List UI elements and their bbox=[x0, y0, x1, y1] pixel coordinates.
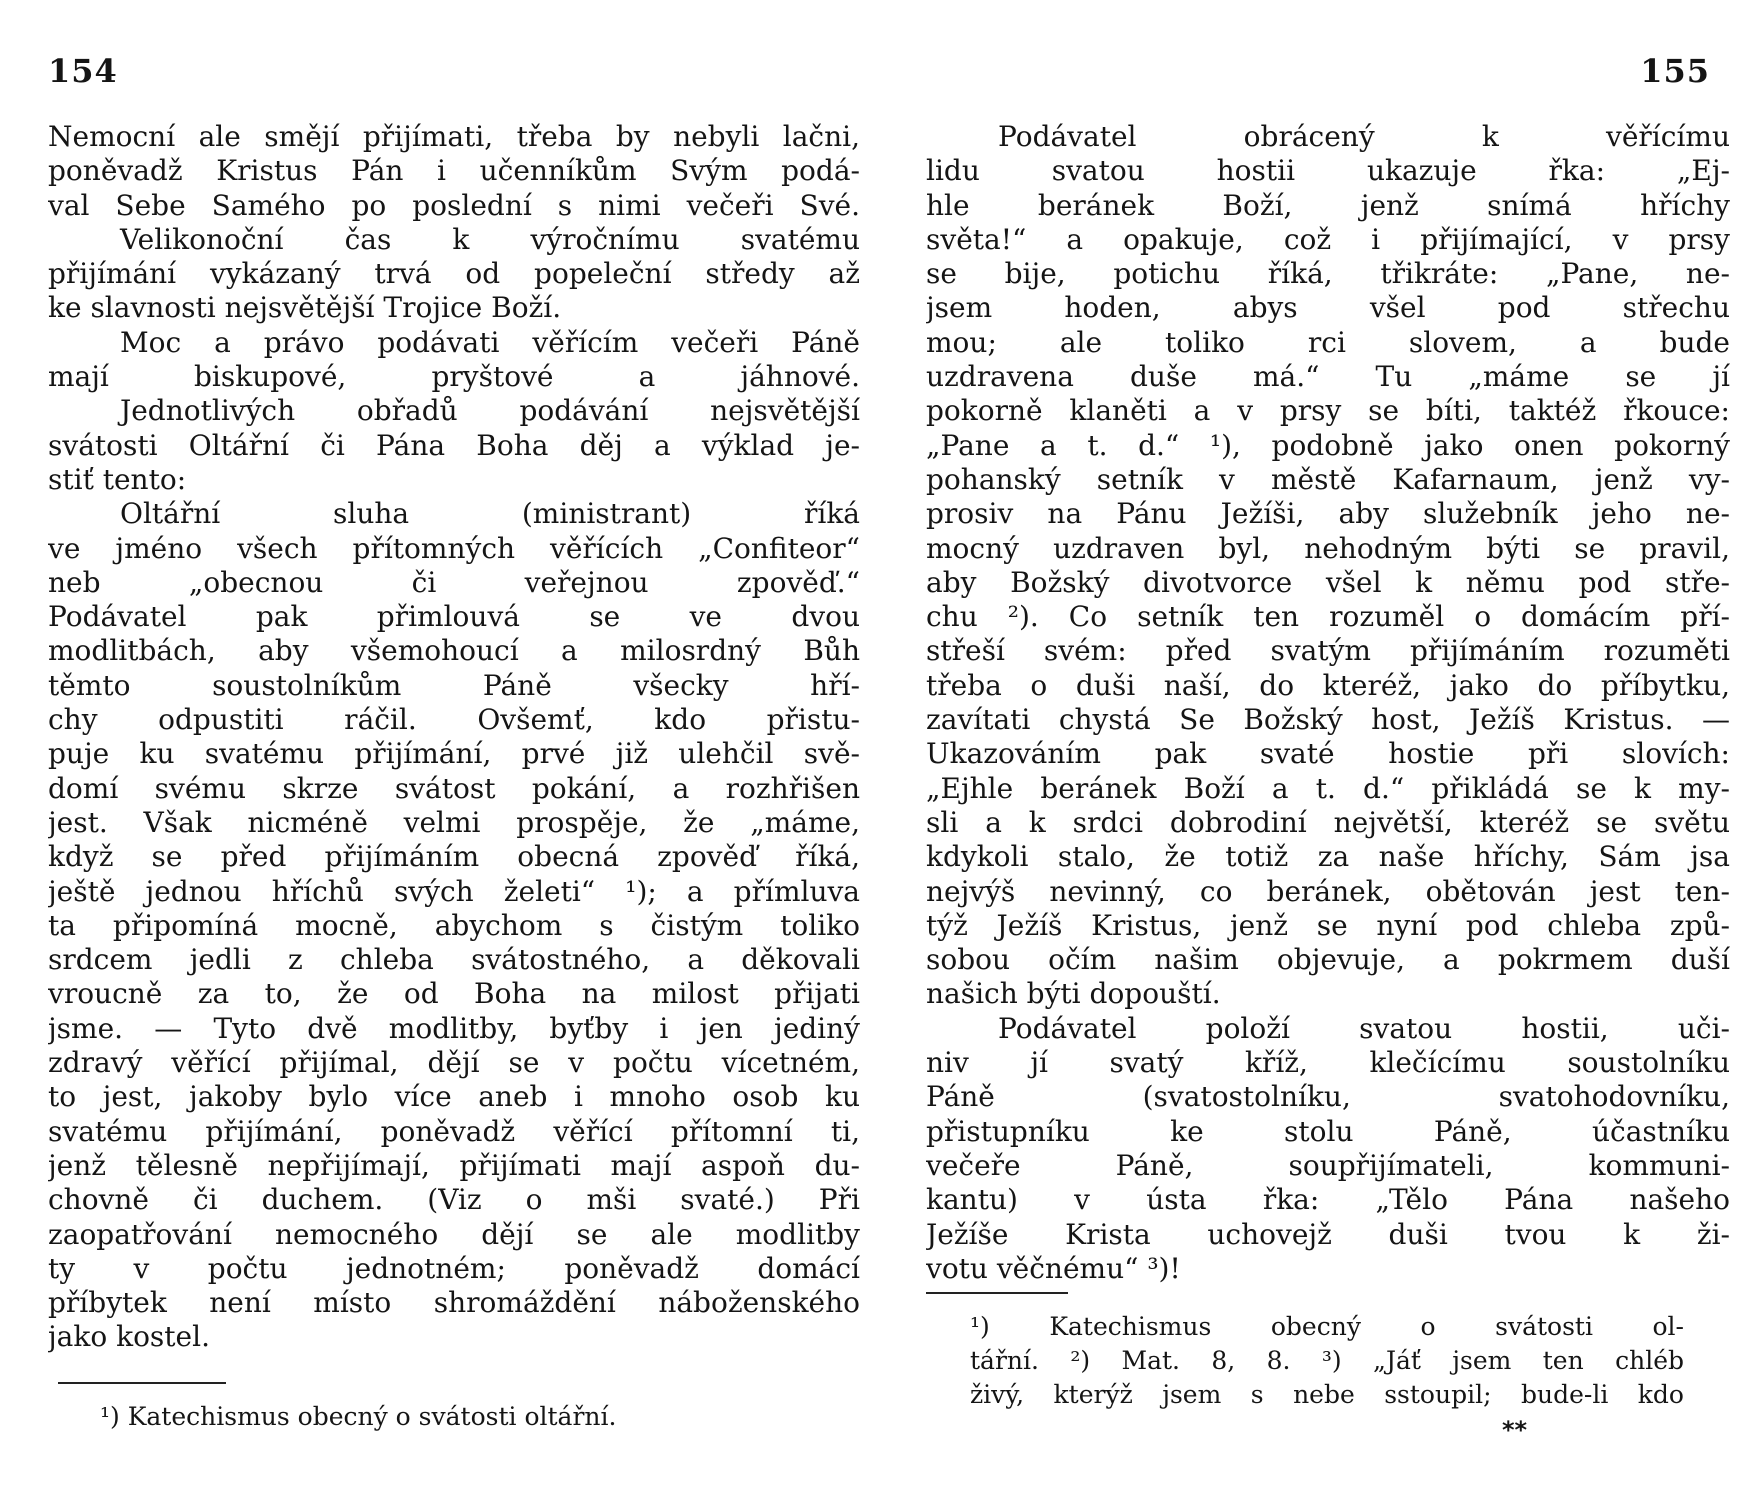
text-line: Nemocní ale smějí přijímati, třeba by nebyli lačni, bbox=[48, 120, 860, 153]
text-line: Páně (svatostolníku, svatohodovníku, bbox=[926, 1080, 1730, 1114]
text-line: kdykoli stalo, že totiž za naše hříchy, Sám jsa bbox=[926, 840, 1730, 874]
text-line: aby Božský divotvorce všel k němu pod stře- bbox=[926, 565, 1730, 599]
text-line: prosiv na Pánu Ježíši, aby služebník jeho ne- bbox=[926, 497, 1730, 531]
text-line: týž Ježíš Kristus, jenž se nyní pod chleba způ- bbox=[926, 908, 1730, 942]
text-line: „Pane a t. d.“ ¹), podobně jako onen pokorný bbox=[926, 428, 1730, 462]
footnotes bbox=[100, 1400, 840, 1434]
text-line: nejvýš nevinný, co beránek, obětován jest ten- bbox=[926, 874, 1730, 908]
text-line: Velikonoční čas k výročnímu svatému bbox=[120, 222, 860, 256]
text-line: pohanský setník v městě Kafarnaum, jenž vy- bbox=[926, 462, 1730, 496]
text-line: uzdravena duše má.“ Tu „máme se jí bbox=[926, 360, 1730, 394]
text-line: Ježíše Krista uchovejž duši tvou k ži- bbox=[926, 1217, 1730, 1251]
right-page bbox=[880, 0, 1750, 1500]
text-line: kantu) v ústa řka: „Tělo Pána našeho bbox=[926, 1183, 1730, 1217]
text-line: zdravý věřící přijímal, dějí se v počtu vícetném, bbox=[48, 1046, 860, 1080]
text-line: svátosti Oltářní či Pána Boha děj a výklad je- bbox=[48, 428, 860, 462]
text-line: lidu svatou hostii ukazuje řka: „Ej- bbox=[926, 154, 1730, 188]
text-line: val Sebe Samého po poslední s nimi večeři Své. bbox=[48, 188, 860, 222]
text-line: jako kostel. bbox=[48, 1320, 210, 1354]
text-line: mají biskupové, pryštové a jáhnové. bbox=[48, 360, 860, 394]
text-line: ta připomíná mocně, abychom s čistým toliko bbox=[48, 908, 860, 942]
text-line: ve jméno všech přítomných věřících „Confiteor“ bbox=[48, 531, 860, 565]
text-line: sobou očím našim objevuje, a pokrmem duší bbox=[926, 943, 1730, 977]
text-line: hle beránek Boží, jenž snímá hříchy bbox=[926, 188, 1730, 222]
text-line: třeba o duši naší, do kteréž, jako do příbytku, bbox=[926, 668, 1730, 702]
footnote-line: tářní. ²) Mat. 8, 8. ³) „Jáť jsem ten chléb bbox=[970, 1346, 1684, 1375]
footnote-line: živý, kterýž jsem s nebe sstoupil; bude-li kdo bbox=[970, 1380, 1684, 1409]
text-line: příbytek není místo shromáždění náboženského bbox=[48, 1286, 860, 1320]
page-number: 155 bbox=[1640, 52, 1710, 90]
body-text bbox=[48, 120, 860, 1355]
text-line: svatému přijímání, poněvadž věřící přítomní ti, bbox=[48, 1114, 860, 1148]
text-line: světa!“ a opakuje, což i přijímající, v prsy bbox=[926, 222, 1730, 256]
text-line: Oltářní sluha (ministrant) říká bbox=[120, 497, 860, 531]
text-line: jest. Však nicméně velmi prospěje, že „máme, bbox=[48, 805, 860, 839]
text-line: Podávatel pak přimlouvá se ve dvou bbox=[48, 600, 860, 634]
text-line: chovně či duchem. (Viz o mši svaté.) Při bbox=[48, 1183, 860, 1217]
text-line: ke slavnosti nejsvětější Trojice Boží. bbox=[48, 291, 562, 325]
text-line: domí svému skrze svátost pokání, a rozhřišen bbox=[48, 771, 860, 805]
text-line: přijímání vykázaný trvá od popeleční středy až bbox=[48, 257, 860, 291]
body-text bbox=[926, 120, 1730, 1286]
text-line: ty v počtu jednotném; poněvadž domácí bbox=[48, 1251, 860, 1285]
page-number: 154 bbox=[48, 52, 118, 90]
text-line: zaopatřování nemocného dějí se ale modlitby bbox=[48, 1217, 860, 1251]
text-line: zavítati chystá Se Božský host, Ježíš Kristus. — bbox=[926, 703, 1730, 737]
footnote-line: ¹) Katechismus obecný o svátosti oltářní. bbox=[100, 1402, 617, 1431]
text-line: ještě jednou hříchů svých želeti“ ¹); a přímluva bbox=[48, 874, 860, 908]
text-line: pokorně klaněti a v prsy se bíti, taktéž řkouce: bbox=[926, 394, 1730, 428]
text-line: Podávatel obrácený k věřícímu bbox=[998, 120, 1730, 153]
text-line: večeře Páně, soupřijímateli, kommuni- bbox=[926, 1148, 1730, 1182]
text-line: jsem hoden, abys všel pod střechu bbox=[926, 291, 1730, 325]
text-line: těmto soustolníkům Páně všecky hří- bbox=[48, 668, 860, 702]
text-line: Podávatel položí svatou hostii, uči- bbox=[998, 1011, 1730, 1045]
text-line: se bije, potichu říká, třikráte: „Pane, ne- bbox=[926, 257, 1730, 291]
text-line: chu ²). Co setník ten rozuměl o domácím pří- bbox=[926, 600, 1730, 634]
text-line: modlitbách, aby všemohoucí a milosrdný Bůh bbox=[48, 634, 860, 668]
text-line: když se před přijímáním obecná zpověď říká, bbox=[48, 840, 860, 874]
text-line: puje ku svatému přijímání, prvé již ulehčil svě- bbox=[48, 737, 860, 771]
text-line: Jednotlivých obřadů podávání nejsvětější bbox=[120, 394, 860, 428]
text-line: Ukazováním pak svaté hostie při slovích: bbox=[926, 737, 1730, 771]
text-line: mou; ale toliko rci slovem, a bude bbox=[926, 325, 1730, 359]
text-line: vroucně za to, že od Boha na milost přijati bbox=[48, 977, 860, 1011]
text-line: srdcem jedli z chleba svátostného, a děkovali bbox=[48, 943, 860, 977]
text-line: „Ejhle beránek Boží a t. d.“ přikládá se k my- bbox=[926, 771, 1730, 805]
text-line: chy odpustiti ráčil. Ovšemť, kdo přistu- bbox=[48, 703, 860, 737]
text-line: přistupníku ke stolu Páně, účastníku bbox=[926, 1114, 1730, 1148]
text-line: neb „obecnou či veřejnou zpověď.“ bbox=[48, 565, 860, 599]
text-line: niv jí svatý kříž, klečícímu soustolníku bbox=[926, 1046, 1730, 1080]
text-line: našich býti dopouští. bbox=[926, 977, 1221, 1011]
footnote-rule bbox=[926, 1292, 1068, 1294]
text-line: stiť tento: bbox=[48, 462, 187, 496]
text-line: to jest, jakoby bylo více aneb i mnoho osob ku bbox=[48, 1080, 860, 1114]
footnote-rule bbox=[58, 1382, 226, 1384]
footnotes bbox=[970, 1310, 1684, 1412]
text-line: jenž tělesně nepřijímají, přijímati mají aspoň du- bbox=[48, 1148, 860, 1182]
text-line: poněvadž Kristus Pán i učenníkům Svým podá- bbox=[48, 154, 860, 188]
text-line: Moc a právo podávati věřícím večeři Páně bbox=[120, 325, 860, 359]
text-line: votu věčnému“ ³)! bbox=[926, 1251, 1181, 1285]
text-line: střeší svém: před svatým přijímáním rozuměti bbox=[926, 634, 1730, 668]
footnote-line: ¹) Katechismus obecný o svátosti ol- bbox=[970, 1312, 1684, 1341]
text-line: sli a k srdci dobrodiní největší, kteréž se světu bbox=[926, 805, 1730, 839]
catchword-mark: ** bbox=[1502, 1416, 1528, 1444]
text-line: mocný uzdraven byl, nehodným býti se pravil, bbox=[926, 531, 1730, 565]
text-line: jsme. — Tyto dvě modlitby, byťby i jen jediný bbox=[48, 1011, 860, 1045]
